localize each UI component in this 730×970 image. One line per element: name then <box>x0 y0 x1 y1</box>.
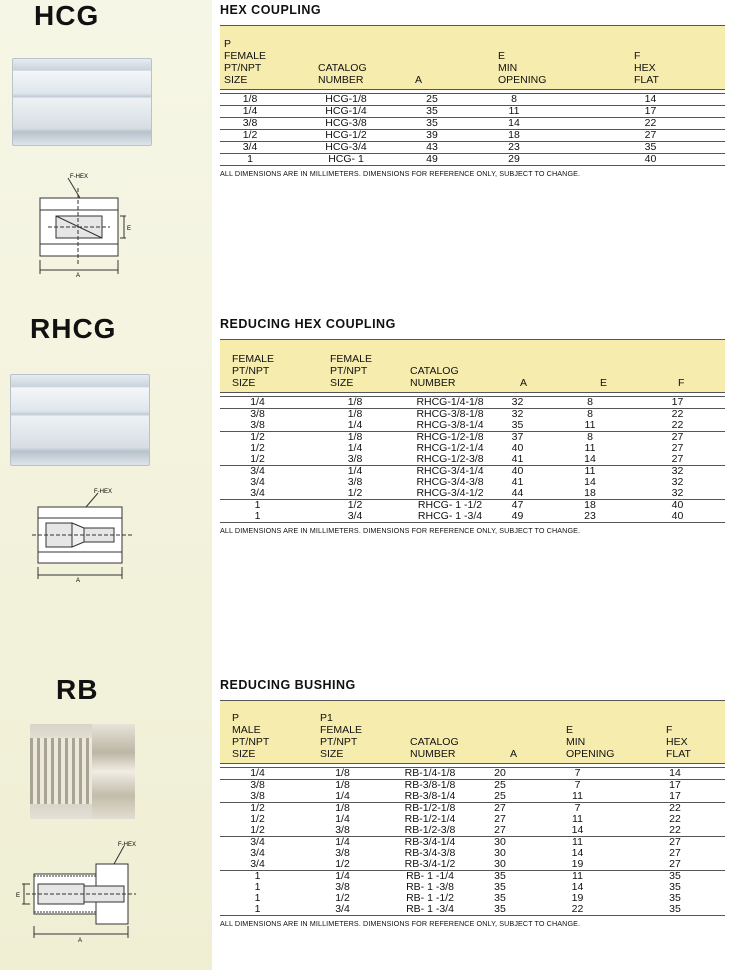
col-header-e: E MIN OPENING <box>566 724 615 760</box>
table-cell: 27 <box>669 847 681 859</box>
table-cell: RB-3/4-3/8 <box>404 847 456 859</box>
table-cell: RB- 1 -3/4 <box>390 904 470 916</box>
table-cell: 1/8 <box>295 409 415 421</box>
table-row <box>220 454 725 466</box>
table-cell: 29 <box>452 154 576 166</box>
table-cell: 25 <box>470 780 530 792</box>
table-cell: 41 <box>511 476 524 488</box>
table-cell: 11 <box>530 837 625 849</box>
table-row <box>220 142 725 154</box>
table-cell: 3/4 <box>250 476 265 488</box>
table-cell: 35 <box>470 871 530 883</box>
table-row <box>220 791 725 803</box>
table-cell: 1/8 <box>295 768 390 780</box>
table-cell: 32 <box>485 409 550 421</box>
table-row <box>220 768 725 780</box>
reducing-bushing-photo <box>30 724 135 819</box>
table-row <box>220 780 725 792</box>
table-cell: 14 <box>625 768 725 780</box>
reducing-hex-coupling-section <box>220 316 725 535</box>
table-cell: 3/8 <box>250 419 265 431</box>
table-cell: 17 <box>625 780 725 792</box>
table-cell: 1/4 <box>335 790 350 802</box>
section-title: REDUCING HEX COUPLING <box>220 317 396 331</box>
table-row <box>220 814 725 825</box>
table-row <box>220 118 725 130</box>
table-cell: 3/8 <box>347 453 363 465</box>
table-cell: 3/8 <box>220 780 295 792</box>
product-code-hcg: HCG <box>34 0 100 31</box>
reducing-hex-coupling-photo <box>10 374 150 466</box>
e-label: E <box>127 226 132 232</box>
table-cell: 19 <box>571 892 584 904</box>
table-cell: 44 <box>511 487 524 499</box>
table-cell: 7 <box>530 768 625 780</box>
table-cell: RHCG-1/2-1/4 <box>416 442 484 454</box>
table-cell: 1/2 <box>335 892 350 904</box>
table-cell: 1/4 <box>347 419 363 431</box>
hex-coupling-diagram <box>20 170 145 280</box>
table-cell: 1/4 <box>220 106 280 118</box>
table-row <box>220 511 725 523</box>
table-cell: 37 <box>485 432 550 444</box>
table-cell: 3/8 <box>250 790 265 802</box>
table-cell: 1/2 <box>250 442 265 454</box>
table-cell: RB- 1 -1/4 <box>390 871 470 883</box>
table-cell: 14 <box>571 847 584 859</box>
table-cell: 1/4 <box>220 768 295 780</box>
table-cell: 1/4 <box>335 813 350 825</box>
table-cell: 30 <box>494 847 506 859</box>
a-label: A <box>76 273 81 279</box>
table-cell: 1/8 <box>295 803 390 815</box>
table-row <box>220 106 725 118</box>
table-cell: HCG-3/8 <box>280 118 412 130</box>
table-cell: 3/4 <box>220 837 295 849</box>
table-cell: RHCG- 1 -1/2 <box>415 500 485 512</box>
table-cell: 1/2 <box>250 824 265 836</box>
table-cell: 32 <box>485 397 550 409</box>
table-cell: 35 <box>494 881 506 893</box>
hex-coupling-photo <box>12 58 152 146</box>
table-cell: 35 <box>625 904 725 916</box>
table-cell: 35 <box>669 881 681 893</box>
table-header <box>220 339 725 393</box>
table-cell: HCG-3/4 <box>280 142 412 154</box>
table-cell: RHCG-1/2-1/8 <box>416 431 484 443</box>
table-cell: 35 <box>625 871 725 883</box>
table-cell: 22 <box>576 118 725 130</box>
table-cell: 27 <box>669 858 681 870</box>
table-cell: 35 <box>669 892 681 904</box>
table-cell: RB-1/4-1/8 <box>390 768 470 780</box>
table-cell: 11 <box>572 813 583 825</box>
dimensions-note: ALL DIMENSIONS ARE IN MILLIMETERS. DIMENSIONS FOR REFERENCE ONLY, SUBJECT TO CHANGE. <box>220 169 581 178</box>
col-header-a: A <box>415 74 423 86</box>
table-header <box>220 700 725 764</box>
table-cell: 11 <box>530 871 625 883</box>
table-cell: RHCG-3/8-1/8 <box>416 408 484 420</box>
table-cell: 49 <box>412 154 452 166</box>
table-row <box>220 871 725 883</box>
table-cell: 1/4 <box>347 442 363 454</box>
table-cell: 17 <box>669 790 681 802</box>
table-cell: RB-1/2-1/8 <box>390 803 470 815</box>
table-row <box>220 859 725 871</box>
table-cell: 8 <box>550 397 630 409</box>
table-cell: 8 <box>452 94 576 106</box>
table-cell: 1/2 <box>220 432 295 444</box>
table-cell: 1/2 <box>335 858 350 870</box>
table-cell: 35 <box>494 892 506 904</box>
table-cell: HCG-1/4 <box>280 106 412 118</box>
table-cell: 41 <box>511 453 524 465</box>
table-row <box>220 893 725 904</box>
product-code-rhcg: RHCG <box>30 313 117 344</box>
f-hex-label: F-HEX <box>70 174 88 180</box>
table-cell: 32 <box>671 476 684 488</box>
section-title: HEX COUPLING <box>220 3 322 17</box>
table-row <box>220 904 725 916</box>
table-cell: 11 <box>452 106 576 118</box>
table-cell: HCG-1/2 <box>280 130 412 142</box>
col-header-size-2: FEMALE PT/NPT SIZE <box>330 353 373 389</box>
table-cell: 3/8 <box>335 847 350 859</box>
table-row <box>220 488 725 500</box>
table-row <box>220 803 725 815</box>
table-row <box>220 130 725 142</box>
table-cell: 30 <box>494 858 506 870</box>
col-header-e: E MIN OPENING <box>498 50 547 86</box>
table-cell: 43 <box>412 142 452 154</box>
hex-head <box>92 724 135 819</box>
table-cell: 23 <box>452 142 576 154</box>
table-cell: 3/4 <box>295 511 415 523</box>
table-cell: 1 <box>254 881 261 893</box>
col-header-f: F <box>678 377 685 389</box>
table-cell: 40 <box>630 500 725 512</box>
table-cell: 14 <box>584 453 596 465</box>
table-cell: 14 <box>571 824 584 836</box>
table-cell: RHCG-1/2-3/8 <box>416 453 484 465</box>
table-cell: 39 <box>412 130 452 142</box>
col-header-a: A <box>520 377 528 389</box>
table-cell: 23 <box>550 511 630 523</box>
table-cell: 11 <box>572 790 583 802</box>
reducing-bushing-section <box>220 677 725 928</box>
table-cell: 7 <box>530 803 625 815</box>
table-cell: 1 <box>254 892 261 904</box>
table-cell: 3/8 <box>220 118 280 130</box>
f-hex-label: F-HEX <box>94 489 112 495</box>
table-row <box>220 837 725 849</box>
table-cell: HCG- 1 <box>280 154 412 166</box>
table-cell: 27 <box>576 130 725 142</box>
table-cell: 18 <box>550 500 630 512</box>
table-cell: 3/4 <box>250 487 265 499</box>
table-cell: 32 <box>671 487 684 499</box>
table-cell: 35 <box>412 118 452 130</box>
table-cell: 3/8 <box>335 824 350 836</box>
table-cell: 35 <box>412 106 452 118</box>
table-cell: RB-1/2-1/4 <box>404 813 456 825</box>
table-cell: 1/4 <box>220 397 295 409</box>
col-header-f: F HEX FLAT <box>634 50 659 86</box>
table-cell: 47 <box>485 500 550 512</box>
table-cell: 35 <box>511 419 524 431</box>
dimensions-note: ALL DIMENSIONS ARE IN MILLIMETERS. DIMENSIONS FOR REFERENCE ONLY, SUBJECT TO CHANGE. <box>220 919 581 928</box>
table-cell: 27 <box>630 432 725 444</box>
e-label: E <box>16 893 21 899</box>
table-cell: RHCG-3/8-1/4 <box>416 419 484 431</box>
table-cell: 1 <box>220 154 280 166</box>
table-cell: RHCG-3/4-3/8 <box>416 476 484 488</box>
table-cell: RHCG-3/4-1/2 <box>416 487 484 499</box>
table-cell: 3/4 <box>250 858 265 870</box>
table-cell: 1/2 <box>250 813 265 825</box>
f-hex-label: F-HEX <box>118 842 136 848</box>
table-cell: RB-3/8-1/8 <box>390 780 470 792</box>
table-cell: 27 <box>671 453 684 465</box>
table-cell: 22 <box>671 419 684 431</box>
table-cell: 3/4 <box>250 847 265 859</box>
table-cell: 27 <box>470 803 530 815</box>
table-cell: 22 <box>630 409 725 421</box>
table-cell: 22 <box>530 904 625 916</box>
table-cell: 27 <box>625 837 725 849</box>
table-cell: RB-3/8-1/4 <box>404 790 456 802</box>
table-cell: 17 <box>630 397 725 409</box>
table-cell: 3/8 <box>220 409 295 421</box>
table-cell: 14 <box>584 476 596 488</box>
table-cell: 40 <box>576 154 725 166</box>
table-cell: 49 <box>485 511 550 523</box>
table-header <box>220 25 725 90</box>
table-cell: 17 <box>576 106 725 118</box>
table-cell: RB-3/4-1/2 <box>404 858 456 870</box>
table-cell: RHCG-1/4-1/8 <box>416 396 484 408</box>
table-cell: 20 <box>470 768 530 780</box>
table-cell: RB-1/2-3/8 <box>404 824 456 836</box>
hex-coupling-section <box>220 2 725 178</box>
table-cell: 32 <box>630 466 725 478</box>
table-cell: 25 <box>494 790 506 802</box>
table-cell: HCG-1/8 <box>280 94 412 106</box>
table-cell: 30 <box>470 837 530 849</box>
table-cell: 1/4 <box>295 871 390 883</box>
table-cell: 22 <box>669 824 681 836</box>
table-cell: 22 <box>625 803 725 815</box>
table-cell: 3/4 <box>295 904 390 916</box>
table-cell: 3/4 <box>220 466 295 478</box>
table-row <box>220 848 725 859</box>
table-cell: 25 <box>412 94 452 106</box>
hex-coupling-drawing <box>40 178 126 274</box>
table-cell: 1/8 <box>220 94 280 106</box>
table-cell: 1/2 <box>220 130 280 142</box>
table-cell: 1 <box>220 500 295 512</box>
thread-texture <box>30 738 92 804</box>
reducing-hex-coupling-table <box>220 396 725 523</box>
table-cell: 27 <box>494 824 506 836</box>
table-cell: 27 <box>671 442 684 454</box>
product-code-rb: RB <box>56 674 99 705</box>
table-row <box>220 420 725 432</box>
col-header-catalog: CATALOG NUMBER <box>410 365 459 389</box>
table-cell: 14 <box>571 881 584 893</box>
table-cell: 1/2 <box>347 487 363 499</box>
table-cell: 1/8 <box>295 780 390 792</box>
table-cell: 8 <box>550 432 630 444</box>
table-cell: 40 <box>485 466 550 478</box>
table-cell: 1 <box>220 871 295 883</box>
table-cell: 1 <box>220 511 295 523</box>
reducing-coupling-drawing <box>32 493 134 579</box>
table-cell: 35 <box>470 904 530 916</box>
table-cell: 1/2 <box>220 803 295 815</box>
table-cell: RB- 1 -1/2 <box>406 892 454 904</box>
table-cell: 3/4 <box>220 142 280 154</box>
table-cell: 1 <box>220 904 295 916</box>
table-cell: 18 <box>584 487 596 499</box>
table-cell: 1/2 <box>250 453 265 465</box>
table-cell: 1/4 <box>295 466 415 478</box>
table-cell: RB- 1 -3/8 <box>406 881 454 893</box>
col-header-size-1: FEMALE PT/NPT SIZE <box>232 353 275 389</box>
col-header-female-size: P1 FEMALE PT/NPT SIZE <box>320 712 363 760</box>
table-cell: 7 <box>530 780 625 792</box>
table-row <box>220 397 725 409</box>
table-cell: 14 <box>452 118 576 130</box>
table-cell: 8 <box>550 409 630 421</box>
table-cell: 40 <box>630 511 725 523</box>
table-row <box>220 94 725 106</box>
table-cell: 19 <box>571 858 584 870</box>
table-cell: RHCG-3/4-1/4 <box>416 465 484 477</box>
reducing-bushing-diagram <box>14 840 144 946</box>
table-cell: 11 <box>550 466 630 478</box>
table-cell: 1/8 <box>295 397 415 409</box>
table-cell: 35 <box>576 142 725 154</box>
col-header-a: A <box>510 748 518 760</box>
a-label: A <box>76 578 81 584</box>
bushing-drawing <box>22 846 136 938</box>
table-cell: 1/8 <box>295 432 415 444</box>
reducing-hex-coupling-diagram <box>22 485 147 585</box>
table-cell: 22 <box>669 813 681 825</box>
col-header-male-size: P MALE PT/NPT SIZE <box>232 712 270 760</box>
table-cell: 27 <box>494 813 506 825</box>
table-cell: RB-3/4-1/4 <box>390 837 470 849</box>
table-cell: 11 <box>584 419 596 431</box>
col-header-size: P FEMALE PT/NPT SIZE <box>224 38 267 86</box>
dimensions-note: ALL DIMENSIONS ARE IN MILLIMETERS. DIMENSIONS FOR REFERENCE ONLY, SUBJECT TO CHANGE. <box>220 526 581 535</box>
table-row <box>220 825 725 837</box>
table-cell: 1/4 <box>295 837 390 849</box>
table-cell: 1/2 <box>295 500 415 512</box>
table-cell: 14 <box>576 94 725 106</box>
col-header-catalog: CATALOG NUMBER <box>410 736 459 760</box>
table-row <box>220 154 725 166</box>
col-header-f: F HEX FLAT <box>666 724 691 760</box>
table-cell: 40 <box>511 442 524 454</box>
table-cell: 3/8 <box>335 881 350 893</box>
table-cell: 18 <box>452 130 576 142</box>
table-cell: 3/8 <box>347 476 363 488</box>
a-label: A <box>78 938 83 944</box>
table-row <box>220 882 725 893</box>
hex-coupling-table <box>220 93 725 166</box>
table-cell: RHCG- 1 -3/4 <box>415 511 485 523</box>
col-header-e: E <box>600 377 608 389</box>
table-cell: 11 <box>584 442 596 454</box>
section-title: REDUCING BUSHING <box>220 678 356 692</box>
col-header-catalog: CATALOG NUMBER <box>318 62 367 86</box>
reducing-bushing-table <box>220 767 725 916</box>
